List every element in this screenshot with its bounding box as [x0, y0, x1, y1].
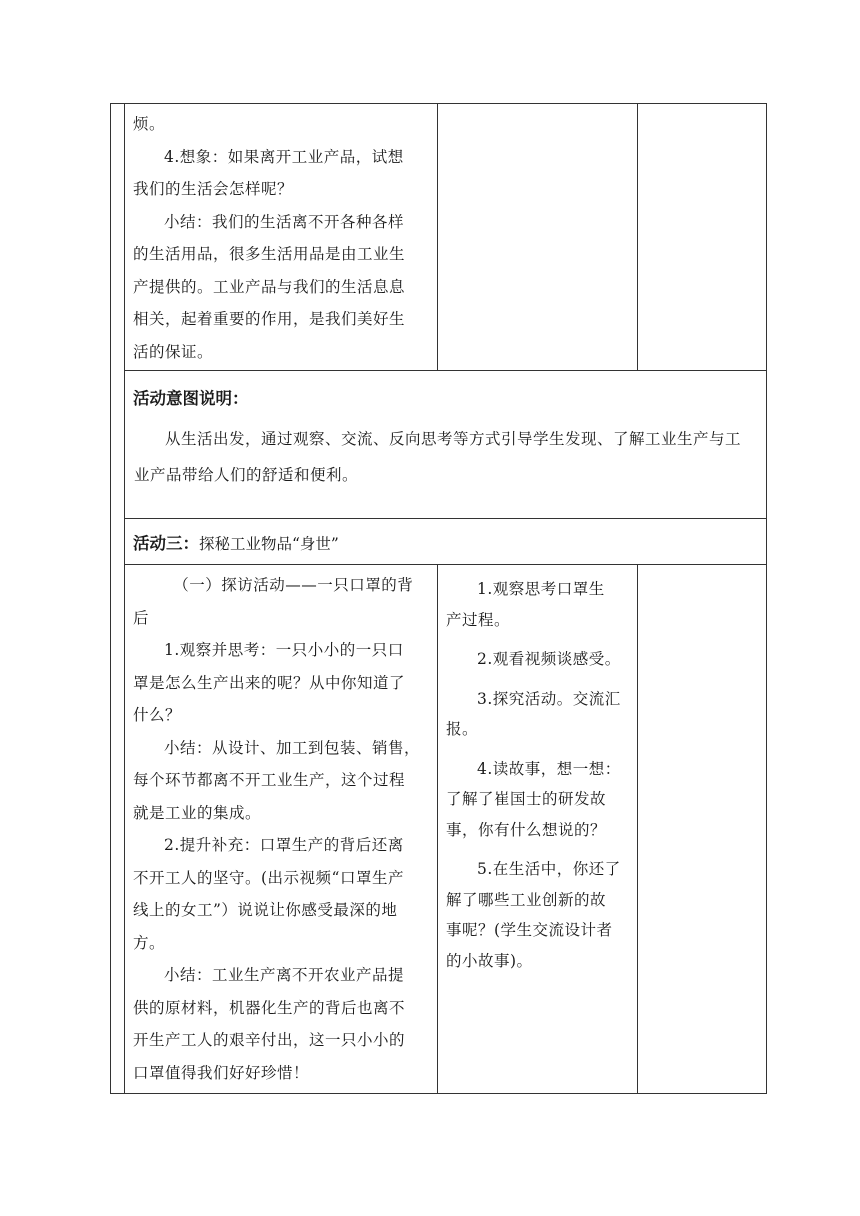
row3-col2-line: 1.观察思考口罩生 — [477, 580, 605, 598]
row3-col2-line: 事呢？(学生交流设计者 — [446, 921, 613, 939]
row3-col2-text — [446, 574, 634, 976]
row3-line: 小结：从设计、加工到包装、销售， — [164, 738, 421, 757]
col-divider-2-row3 — [637, 564, 638, 1094]
row3-col2-line: 产过程。 — [446, 610, 511, 629]
row3-line: 口罩值得我们好好珍惜！ — [133, 1063, 310, 1082]
row3-line: 1.观察并思考：一只小小的一只口 — [164, 641, 404, 659]
row3-col2-line: 5.在生活中，你还了 — [477, 860, 621, 878]
row1-line: 小结：我们的生活离不开各种各样 — [164, 212, 405, 231]
row-divider-3 — [124, 564, 767, 565]
row1-line: 我们的生活会怎样呢？ — [133, 180, 294, 198]
row3-col2-line: 报。 — [446, 720, 479, 738]
row3-col2-line: 4.读故事，想一想： — [477, 759, 621, 778]
row3-col2-line: 的小故事)。 — [446, 951, 533, 970]
row3-line: 就是工业的集成。 — [133, 803, 262, 822]
row3-line: 2.提升补充：口罩生产的背后还离 — [164, 836, 404, 854]
activity3-title — [133, 530, 339, 554]
row1-line: 活的保证。 — [133, 342, 214, 361]
col-divider-1-row1 — [437, 103, 438, 371]
row1-line: 相关，起着重要的作用，是我们美好生 — [133, 310, 406, 328]
row3-line: 每个环节都离不开工业生产，这个过程 — [133, 771, 406, 789]
activity3-title-text: 探秘工业物品“身世” — [199, 535, 339, 553]
table-left-outer-border — [110, 103, 111, 1094]
intent-line: 业产品带给人们的舒适和便利。 — [134, 466, 359, 484]
row3-line: 供的原材料，机器化生产的背后也离不 — [133, 998, 406, 1017]
row3-col1-text — [133, 569, 433, 1089]
row1-col1-text — [133, 108, 433, 368]
row3-line: 后 — [133, 608, 150, 627]
table-bottom-border — [110, 1093, 767, 1094]
row3-line: 小结：工业生产离不开农业产品提 — [164, 966, 405, 984]
row3-col2-line: 事，你有什么想说的？ — [446, 820, 607, 839]
row3-col2-line: 解了哪些工业创新的故 — [446, 890, 607, 909]
col-divider-2-row1 — [637, 103, 638, 371]
row3-col2-line: 3.探究活动。交流汇 — [477, 689, 621, 708]
intent-body — [134, 421, 766, 493]
row1-line: 的生活用品，很多生活用品是由工业生 — [133, 245, 406, 263]
row1-line: 4.想象：如果离开工业产品，试想 — [164, 147, 404, 166]
row1-line: 烦。 — [133, 115, 166, 133]
row3-line: 线上的女工”）说说让你感受最深的地 — [133, 901, 398, 919]
table-top-border — [110, 103, 767, 104]
row-divider-2 — [124, 518, 767, 519]
intent-title: 活动意图说明： — [133, 389, 249, 408]
row3-line: 方。 — [133, 933, 166, 952]
row3-line: 罩是怎么生产出来的呢？从中你知道了 — [133, 673, 406, 692]
row3-col2-line: 2.观看视频谈感受。 — [477, 650, 621, 668]
table-left-inner-border — [124, 103, 125, 1094]
table-right-border — [766, 103, 767, 1094]
row3-line: 什么？ — [133, 706, 182, 724]
row-divider-1 — [124, 370, 767, 371]
row3-line: 不开工人的坚守。(出示视频“口罩生产 — [133, 868, 404, 887]
row3-col2-line: 了解了崔国士的研发故 — [446, 790, 607, 808]
col-divider-1-row3 — [437, 564, 438, 1094]
row3-line: 开生产工人的艰辛付出，这一只小小的 — [133, 1031, 406, 1049]
row1-line: 产提供的。工业产品与我们的生活息息 — [133, 277, 406, 296]
activity3-title-label: 活动三： — [133, 534, 199, 553]
row3-line: （一）探访活动——一只口罩的背 — [173, 576, 414, 594]
intent-line: 从生活出发，通过观察、交流、反向思考等方式引导学生发现、了解工业生产与工 — [165, 430, 742, 448]
